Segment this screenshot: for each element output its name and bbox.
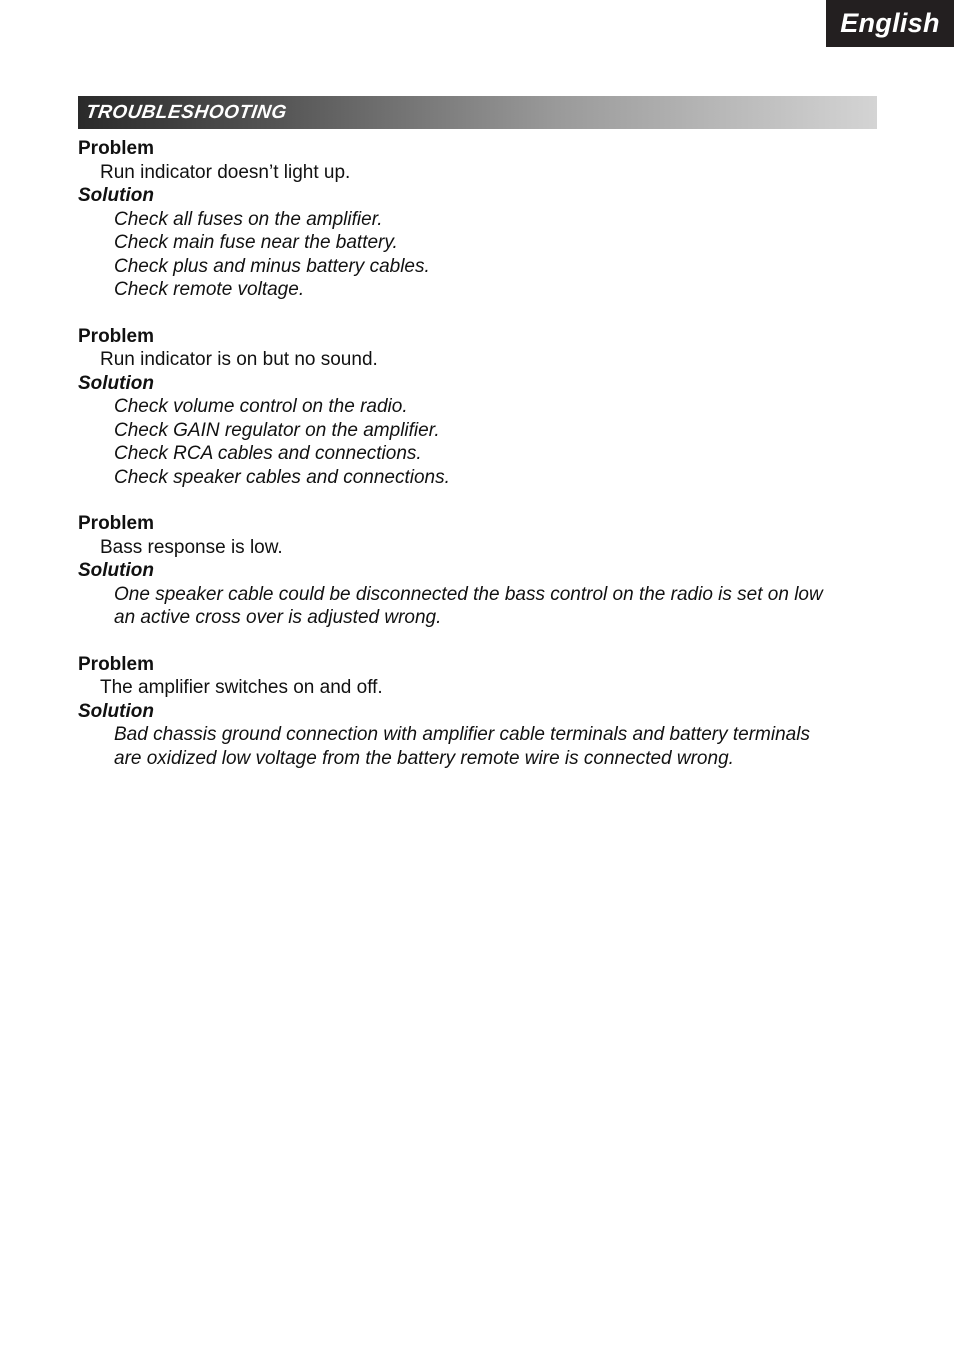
problem-text: Run indicator doesn’t light up. bbox=[100, 161, 351, 183]
solution-label: Solution bbox=[78, 185, 154, 206]
problem-label: Problem bbox=[78, 653, 155, 675]
solution-label: Solution bbox=[78, 560, 154, 581]
problem-text: Bass response is low. bbox=[100, 536, 283, 558]
solution-item: are oxidized low voltage from the battery remote wire is connected wrong. bbox=[114, 747, 734, 769]
section-title: TROUBLESHOOTING bbox=[84, 102, 289, 123]
troubleshooting-entry bbox=[78, 653, 888, 771]
solution-item: Check volume control on the radio. bbox=[114, 396, 408, 417]
solution-item: Check remote voltage. bbox=[114, 279, 305, 300]
solution-item: Check plus and minus battery cables. bbox=[114, 255, 430, 277]
solution-list bbox=[78, 208, 888, 302]
problem-text: The amplifier switches on and off. bbox=[100, 677, 383, 698]
language-tab: English bbox=[826, 0, 954, 47]
solution-item: Check speaker cables and connections. bbox=[114, 466, 450, 488]
solution-item: One speaker cable could be disconnected the bass control on the radio is set on low bbox=[114, 583, 823, 605]
problem-label: Problem bbox=[78, 513, 155, 534]
solution-list bbox=[78, 583, 888, 630]
problem-label: Problem bbox=[78, 138, 155, 159]
problem-label: Problem bbox=[78, 325, 155, 347]
troubleshooting-entry bbox=[78, 137, 888, 302]
solution-list bbox=[78, 395, 888, 489]
solution-item: Bad chassis ground connection with amplifier cable terminals and battery terminals bbox=[114, 724, 810, 745]
solution-label: Solution bbox=[78, 700, 154, 722]
problem-text: Run indicator is on but no sound. bbox=[100, 349, 378, 370]
solution-label: Solution bbox=[78, 372, 154, 394]
solution-item: an active cross over is adjusted wrong. bbox=[114, 607, 442, 628]
troubleshooting-entry bbox=[78, 512, 888, 630]
solution-item: Check GAIN regulator on the amplifier. bbox=[114, 419, 440, 441]
troubleshooting-entry bbox=[78, 325, 888, 490]
solution-list bbox=[78, 723, 888, 770]
troubleshooting-list bbox=[78, 137, 888, 793]
solution-item: Check RCA cables and connections. bbox=[114, 443, 422, 464]
solution-item: Check all fuses on the amplifier. bbox=[114, 208, 383, 230]
section-header-bar bbox=[78, 96, 877, 129]
solution-item: Check main fuse near the battery. bbox=[114, 232, 398, 253]
